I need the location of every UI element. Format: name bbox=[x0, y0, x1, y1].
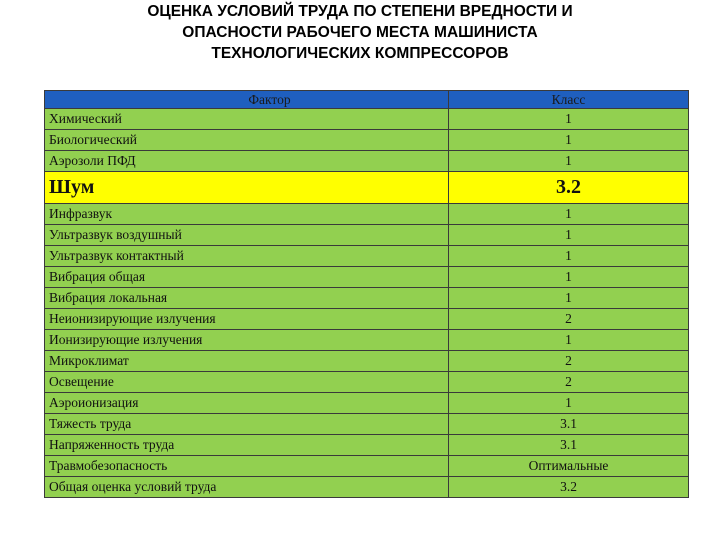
table-row bbox=[45, 309, 689, 330]
table-row bbox=[45, 351, 689, 372]
table-row bbox=[45, 267, 689, 288]
title-line-1: ОЦЕНКА УСЛОВИЙ ТРУДА ПО СТЕПЕНИ ВРЕДНОСТИ И bbox=[147, 3, 573, 20]
factor-cell: Тяжесть труда bbox=[45, 414, 449, 435]
factor-cell: Шум bbox=[45, 172, 449, 204]
class-cell: 1 bbox=[449, 267, 689, 288]
table-row bbox=[45, 477, 689, 498]
page-title bbox=[0, 0, 720, 64]
title-line-3: ТЕХНОЛОГИЧЕСКИХ КОМПРЕССОРОВ bbox=[211, 45, 509, 62]
class-cell: 1 bbox=[449, 151, 689, 172]
table-row bbox=[45, 414, 689, 435]
class-cell: 3.2 bbox=[449, 477, 689, 498]
class-cell: 1 bbox=[449, 330, 689, 351]
class-cell: 2 bbox=[449, 372, 689, 393]
class-cell: 1 bbox=[449, 225, 689, 246]
factor-cell: Аэроионизация bbox=[45, 393, 449, 414]
factor-cell: Микроклимат bbox=[45, 351, 449, 372]
factor-cell: Ультразвук контактный bbox=[45, 246, 449, 267]
table-row bbox=[45, 330, 689, 351]
class-cell: 1 bbox=[449, 246, 689, 267]
table-row bbox=[45, 225, 689, 246]
class-cell: 2 bbox=[449, 309, 689, 330]
class-cell: 3.2 bbox=[449, 172, 689, 204]
assessment-table bbox=[44, 90, 689, 498]
factor-cell: Освещение bbox=[45, 372, 449, 393]
class-cell: 1 bbox=[449, 204, 689, 225]
title-line-2: ОПАСНОСТИ РАБОЧЕГО МЕСТА МАШИНИСТА bbox=[182, 24, 538, 41]
table-row bbox=[45, 435, 689, 456]
factor-cell: Вибрация общая bbox=[45, 267, 449, 288]
table-row bbox=[45, 204, 689, 225]
factor-cell: Неионизирующие излучения bbox=[45, 309, 449, 330]
table-row bbox=[45, 372, 689, 393]
factor-cell: Вибрация локальная bbox=[45, 288, 449, 309]
header-class: Класс bbox=[449, 91, 689, 109]
table-row bbox=[45, 151, 689, 172]
class-cell: 1 bbox=[449, 109, 689, 130]
class-cell: Оптимальные bbox=[449, 456, 689, 477]
table-row bbox=[45, 393, 689, 414]
factor-cell: Биологический bbox=[45, 130, 449, 151]
table-row bbox=[45, 130, 689, 151]
factor-cell: Напряженность труда bbox=[45, 435, 449, 456]
table-row bbox=[45, 246, 689, 267]
table-header-row bbox=[45, 91, 689, 109]
highlight-row-noise bbox=[45, 172, 689, 204]
table-row bbox=[45, 109, 689, 130]
factor-cell: Аэрозоли ПФД bbox=[45, 151, 449, 172]
factor-cell: Ультразвук воздушный bbox=[45, 225, 449, 246]
class-cell: 1 bbox=[449, 288, 689, 309]
class-cell: 3.1 bbox=[449, 435, 689, 456]
class-cell: 1 bbox=[449, 393, 689, 414]
header-factor: Фактор bbox=[45, 91, 449, 109]
factor-cell: Общая оценка условий труда bbox=[45, 477, 449, 498]
class-cell: 2 bbox=[449, 351, 689, 372]
class-cell: 3.1 bbox=[449, 414, 689, 435]
factor-cell: Ионизирующие излучения bbox=[45, 330, 449, 351]
table-row bbox=[45, 456, 689, 477]
factor-cell: Травмобезопасность bbox=[45, 456, 449, 477]
factor-cell: Инфразвук bbox=[45, 204, 449, 225]
class-cell: 1 bbox=[449, 130, 689, 151]
table-row bbox=[45, 288, 689, 309]
factor-cell: Химический bbox=[45, 109, 449, 130]
